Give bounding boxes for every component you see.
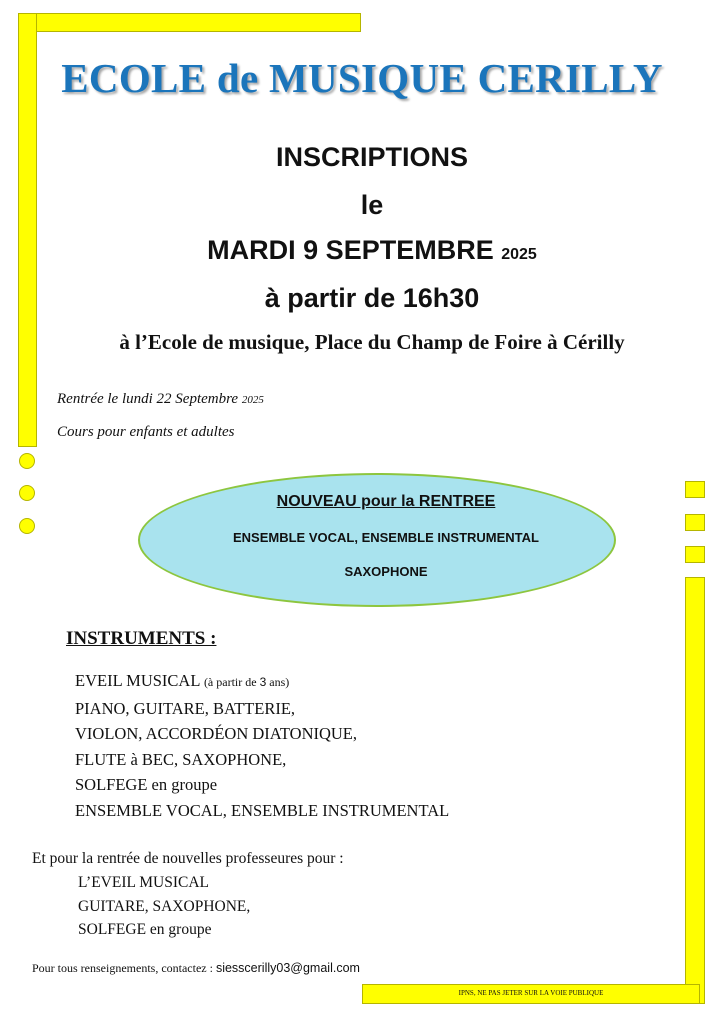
- right-yellow-bar: [685, 577, 705, 1004]
- instrument-item: VIOLON, ACCORDÉON DIATONIQUE,: [75, 724, 358, 743]
- eveil-note-post: ans): [269, 675, 290, 689]
- left-dot-1: [19, 453, 35, 469]
- left-dot-3: [19, 518, 35, 534]
- event-location: à l’Ecole de musique, Place du Champ de Foire à Cérilly: [119, 330, 625, 354]
- professeurs-heading: Et pour la rentrée de nouvelles professeures pour :: [32, 850, 344, 867]
- instruments-heading: INSTRUMENTS :: [66, 628, 217, 649]
- page-title: ECOLE de MUSIQUE CERILLY: [61, 55, 663, 101]
- nouveau-ensembles: ENSEMBLE VOCAL, ENSEMBLE INSTRUMENTAL: [233, 530, 539, 545]
- instruments-list: [75, 668, 449, 823]
- right-square-1: [685, 481, 705, 498]
- headline-inscriptions: INSCRIPTIONS: [275, 142, 469, 172]
- cours-info: Cours pour enfants et adultes: [57, 424, 235, 440]
- right-square-3: [685, 546, 705, 563]
- nouveau-saxophone: SAXOPHONE: [344, 564, 428, 579]
- left-dot-2: [19, 485, 35, 501]
- rentree-year: 2025: [241, 394, 264, 406]
- eveil-note-age: 3: [259, 675, 267, 689]
- contact-email[interactable]: siesscerilly03@gmail.com: [215, 961, 360, 975]
- instrument-item: FLUTE à BEC, SAXOPHONE,: [75, 749, 287, 769]
- headline-date-text: MARDI 9 SEPTEMBRE: [207, 235, 494, 265]
- instrument-item: SOLFEGE en groupe: [75, 775, 218, 794]
- professeur-item: SOLFEGE en groupe: [78, 921, 212, 938]
- right-square-2: [685, 514, 705, 531]
- rentree-text: Rentrée le lundi 22 Septembre: [57, 391, 239, 407]
- contact-text: Pour tous renseignements, contactez :: [32, 961, 213, 975]
- headline-le: le: [360, 190, 384, 220]
- top-yellow-bar: [18, 13, 361, 32]
- professeur-item: GUITARE, SAXOPHONE,: [78, 897, 251, 915]
- eveil-note-pre: (à partir de: [203, 675, 257, 689]
- rentree-date: [57, 389, 264, 410]
- professeurs-list: [78, 871, 250, 942]
- instrument-item: ENSEMBLE VOCAL, ENSEMBLE INSTRUMENTAL: [75, 800, 450, 820]
- footer-ipns: IPNS, NE PAS JETER SUR LA VOIE PUBLIQUE: [458, 989, 604, 997]
- headline-time: à partir de 16h30: [264, 283, 480, 313]
- professeur-item: L’EVEIL MUSICAL: [78, 874, 210, 891]
- instrument-item: PIANO, GUITARE, BATTERIE,: [75, 698, 296, 718]
- headline-date: [0, 232, 724, 273]
- instrument-item-eveil: [75, 668, 449, 696]
- headline-year: 2025: [501, 246, 537, 263]
- eveil-note: [204, 675, 289, 689]
- nouveau-heading: NOUVEAU pour la RENTREE: [276, 493, 496, 510]
- contact-line: [32, 960, 360, 976]
- eveil-label: EVEIL MUSICAL: [75, 671, 200, 690]
